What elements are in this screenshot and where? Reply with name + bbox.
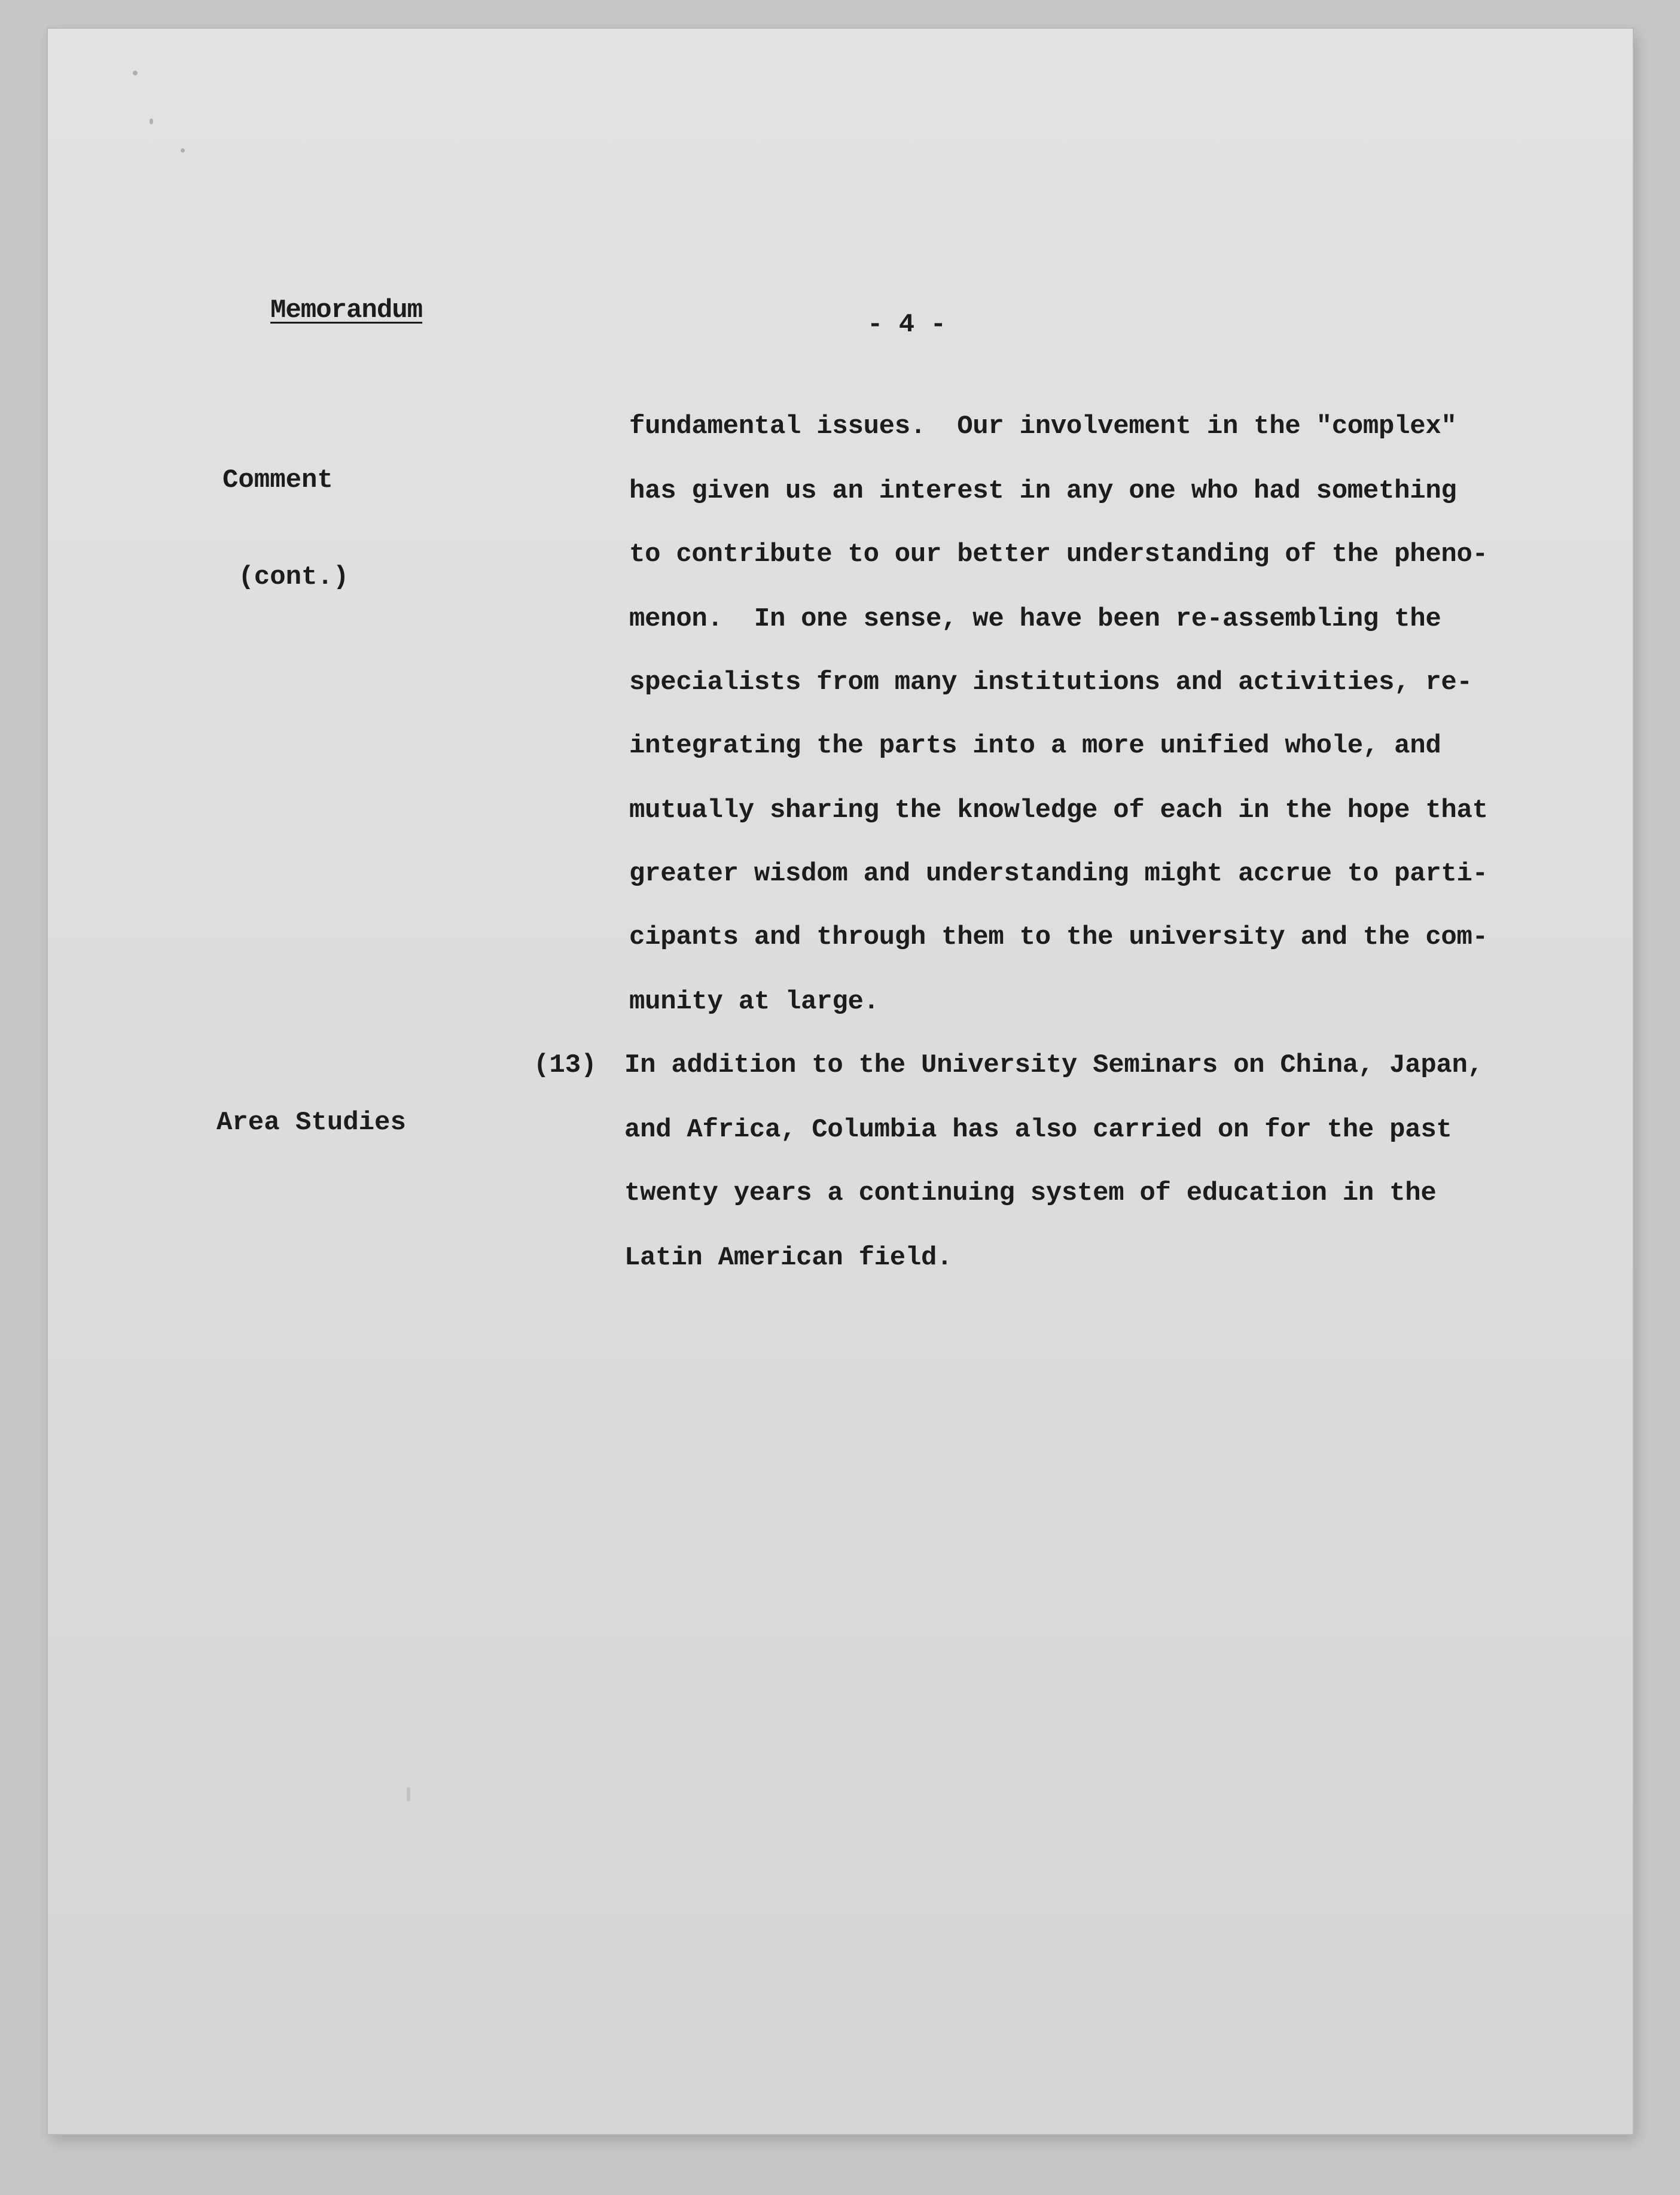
text-line: fundamental issues. Our involvement in the "complex" bbox=[629, 411, 1457, 441]
text-line: integrating the parts into a more unified whole, and bbox=[629, 731, 1441, 761]
text-line: greater wisdom and understanding might accrue to parti- bbox=[629, 859, 1488, 889]
page-number: - 4 - bbox=[867, 310, 947, 340]
text-line: menon. In one sense, we have been re-assembling the bbox=[629, 604, 1441, 634]
paper-speck bbox=[133, 71, 138, 75]
document-page bbox=[48, 29, 1633, 2134]
text-line: cipants and through them to the university and the com- bbox=[629, 922, 1488, 952]
text-line: mutually sharing the knowledge of each in the hope that bbox=[629, 795, 1488, 825]
section-label-area-studies bbox=[217, 1042, 406, 1203]
text-line: specialists from many institutions and activities, re- bbox=[629, 667, 1472, 697]
section-label-line: Comment bbox=[222, 465, 333, 495]
text-line: to contribute to our better understanding of the pheno- bbox=[629, 539, 1488, 569]
text-line: twenty years a continuing system of education in the bbox=[624, 1178, 1437, 1208]
paragraph-number: (13) bbox=[533, 1050, 597, 1080]
text-line: has given us an interest in any one who had something bbox=[629, 476, 1457, 506]
paper-speck bbox=[181, 148, 185, 153]
paper-speck bbox=[407, 1787, 410, 1801]
memo-heading: Memorandum bbox=[270, 295, 423, 325]
paper-speck bbox=[150, 118, 153, 124]
text-line: Latin American field. bbox=[624, 1243, 953, 1273]
text-line: munity at large. bbox=[629, 987, 879, 1017]
section-label-comment bbox=[222, 400, 349, 658]
section-label-line: (cont.) bbox=[222, 562, 349, 592]
section-label-line: Area Studies bbox=[217, 1108, 406, 1138]
text-line: In addition to the University Seminars on China, Japan, bbox=[624, 1050, 1483, 1080]
text-line: and Africa, Columbia has also carried on for the past bbox=[624, 1115, 1452, 1145]
